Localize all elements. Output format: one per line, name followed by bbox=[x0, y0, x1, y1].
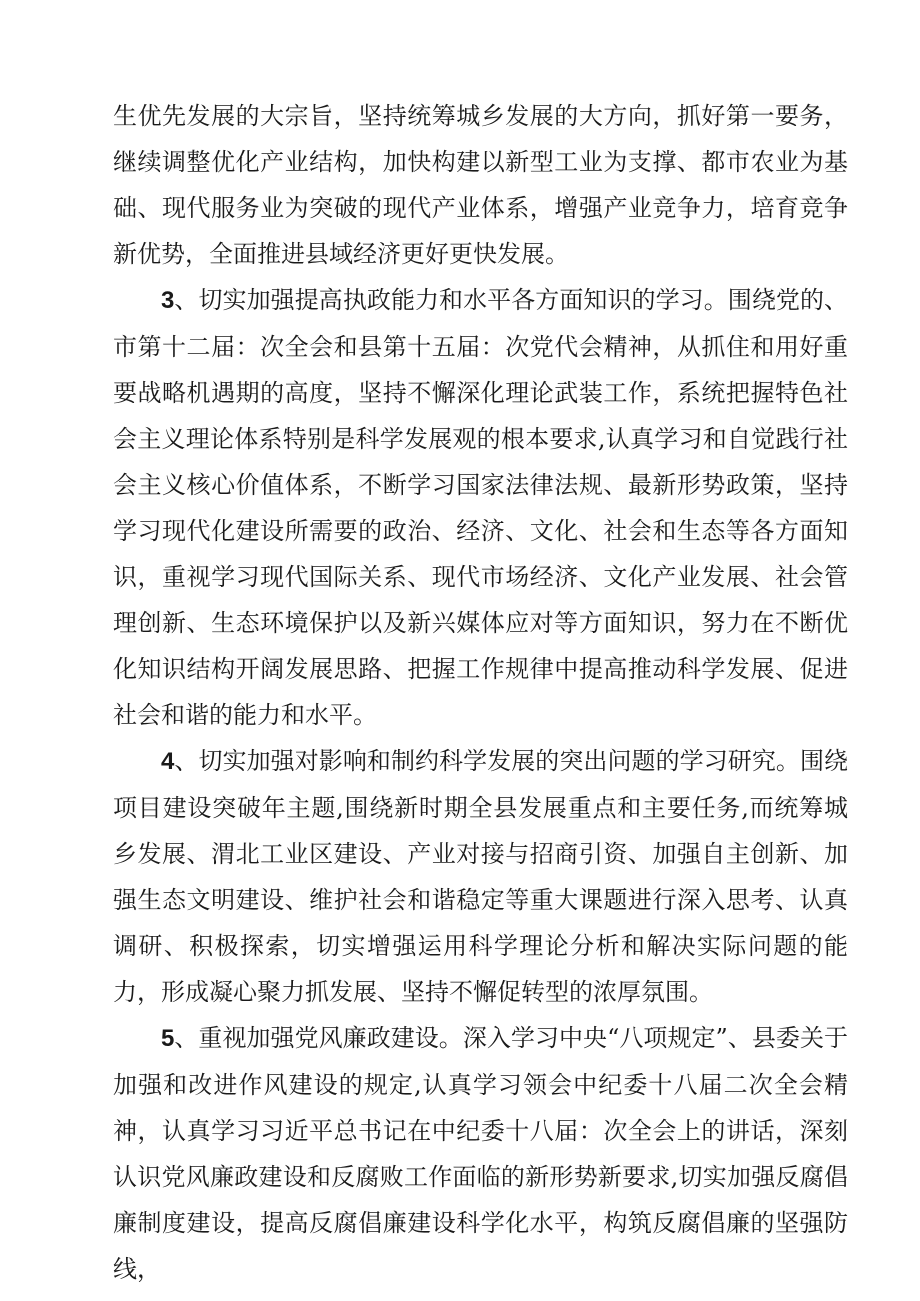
paragraph-item-3 bbox=[113, 277, 848, 738]
paragraph-item-4 bbox=[113, 738, 848, 1015]
paragraph-text: 、切实加强对影响和制约科学发展的突出问题的学习研究。围绕项目建设突破年主题,围绕新时期全县发展重点和主要任务,而统筹城乡发展、渭北工业区建设、产业对接与招商引资、加强自主创新、加强生态文明建设、维护社会和谐稳定等重大课题进行深入思考、认真调研、积极探索，切实增强运用科学理论分析和解决实际问题的能力，形成凝心聚力抓发展、坚持不懈促转型的浓厚氛围。 bbox=[113, 747, 848, 1006]
item-number: 3 bbox=[161, 287, 175, 314]
item-number: 4 bbox=[161, 748, 175, 775]
paragraph-continuation bbox=[113, 93, 848, 277]
item-number: 5 bbox=[161, 1025, 175, 1052]
paragraph-text: 生优先发展的大宗旨，坚持统筹城乡发展的大方向，抓好第一要务，继续调整优化产业结构，加快构建以新型工业为支撑、都市农业为基础、现代服务业为突破的现代产业体系，增强产业竞争力，培育竞争新优势，全面推进县域经济更好更快发展。 bbox=[113, 102, 848, 268]
paragraph-text: 、重视加强党风廉政建设。深入学习中央“八项规定”、县委关于加强和改进作风建设的规定,认真学习领会中纪委十八届二次全会精神，认真学习习近平总书记在中纪委十八届：次全会上的讲话，深刻认识党风廉政建设和反腐败工作面临的新形势新要求,切实加强反腐倡廉制度建设，提高反腐倡廉建设科学化水平，构筑反腐倡廉的坚强防线， bbox=[113, 1024, 848, 1283]
document-body bbox=[113, 93, 848, 1292]
paragraph-text: 、切实加强提高执政能力和水平各方面知识的学习。围绕党的、市第十二届：次全会和县第十五届：次党代会精神，从抓住和用好重要战略机遇期的高度，坚持不懈深化理论武装工作，系统把握特色社会主义理论体系特别是科学发展观的根本要求,认真学习和自觉践行社会主义核心价值体系，不断学习国家法律法规、最新形势政策，坚持学习现代化建设所需要的政治、经济、文化、社会和生态等各方面知识，重视学习现代国际关系、现代市场经济、文化产业发展、社会管理创新、生态环境保护以及新兴媒体应对等方面知识，努力在不断优化知识结构开阔发展思路、把握工作规律中提高推动科学发展、促进社会和谐的能力和水平。 bbox=[113, 286, 848, 729]
paragraph-item-5 bbox=[113, 1015, 848, 1292]
